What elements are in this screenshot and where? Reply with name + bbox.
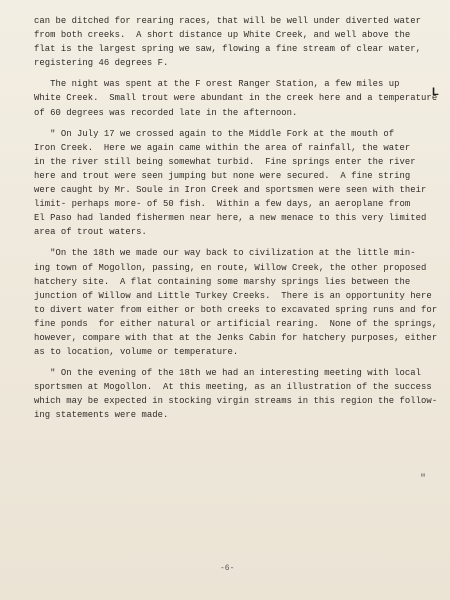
margin-tick: " xyxy=(420,474,427,485)
paragraph-gap xyxy=(34,70,436,77)
text-line: " On the evening of the 18th we had an interesting meeting with local xyxy=(34,368,422,379)
text-line: limit- perhaps more- of 50 fish. Within a few days, an aeroplane from xyxy=(34,199,411,210)
text-line: fine ponds for either natural or artificial rearing. None of the springs, xyxy=(34,318,438,329)
text-line: in the river still being somewhat turbid. Fine springs enter the river xyxy=(34,156,416,167)
text-line: El Paso had landed fishermen near here, a new menace to this very limited xyxy=(34,213,427,224)
text-line: to divert water from either or both creeks to excavated spring runs and for xyxy=(34,304,438,315)
text-line: ing statements were made. xyxy=(34,410,169,421)
paragraph-gap xyxy=(34,359,436,366)
paragraph-gap xyxy=(34,120,436,127)
text-line: from both creeks. A short distance up White Creek, and well above the xyxy=(34,30,411,41)
text-line: here and trout were seen jumping but none were secured. A fine string xyxy=(34,170,411,181)
text-line: of 60 degrees was recorded late in the afternoon. xyxy=(34,107,298,118)
text-line: " On July 17 we crossed again to the Middle Fork at the mouth of xyxy=(34,128,395,139)
typed-text-body xyxy=(34,14,436,423)
text-line: "On the 18th we made our way back to civilization at the little min- xyxy=(34,248,416,259)
text-line: area of trout waters. xyxy=(34,227,147,238)
text-line: The night was spent at the F orest Ranger Station, a few miles up xyxy=(34,79,400,90)
text-line: as to location, volume or temperature. xyxy=(34,347,239,358)
text-line: registering 46 degrees F. xyxy=(34,58,169,69)
text-line: Iron Creek. Here we again came within the area of rainfall, the water xyxy=(34,142,411,153)
margin-mark: L xyxy=(432,86,439,98)
text-line: hatchery site. A flat containing some marshy springs lies between the xyxy=(34,276,411,287)
text-line: junction of Willow and Little Turkey Creeks. There is an opportunity here xyxy=(34,290,432,301)
paragraph-gap xyxy=(34,239,436,246)
page-number: -6- xyxy=(220,564,235,573)
text-line: which may be expected in stocking virgin streams in this region the follow- xyxy=(34,396,438,407)
text-line: were caught by Mr. Soule in Iron Creek and sportsmen were seen with their xyxy=(34,185,427,196)
text-line: ing town of Mogollon, passing, en route, Willow Creek, the other proposed xyxy=(34,262,427,273)
text-line: sportsmen at Mogollon. At this meeting, as an illustration of the success xyxy=(34,382,432,393)
text-line: however, compare with that at the Jenks Cabin for hatchery purposes, either xyxy=(34,332,438,343)
text-line: can be ditched for rearing races, that will be well under diverted water xyxy=(34,16,422,26)
text-line: flat is the largest spring we saw, flowing a fine stream of clear water, xyxy=(34,44,422,55)
text-line: White Creek. Small trout were abundant in the creek here and a temperature xyxy=(34,93,438,104)
